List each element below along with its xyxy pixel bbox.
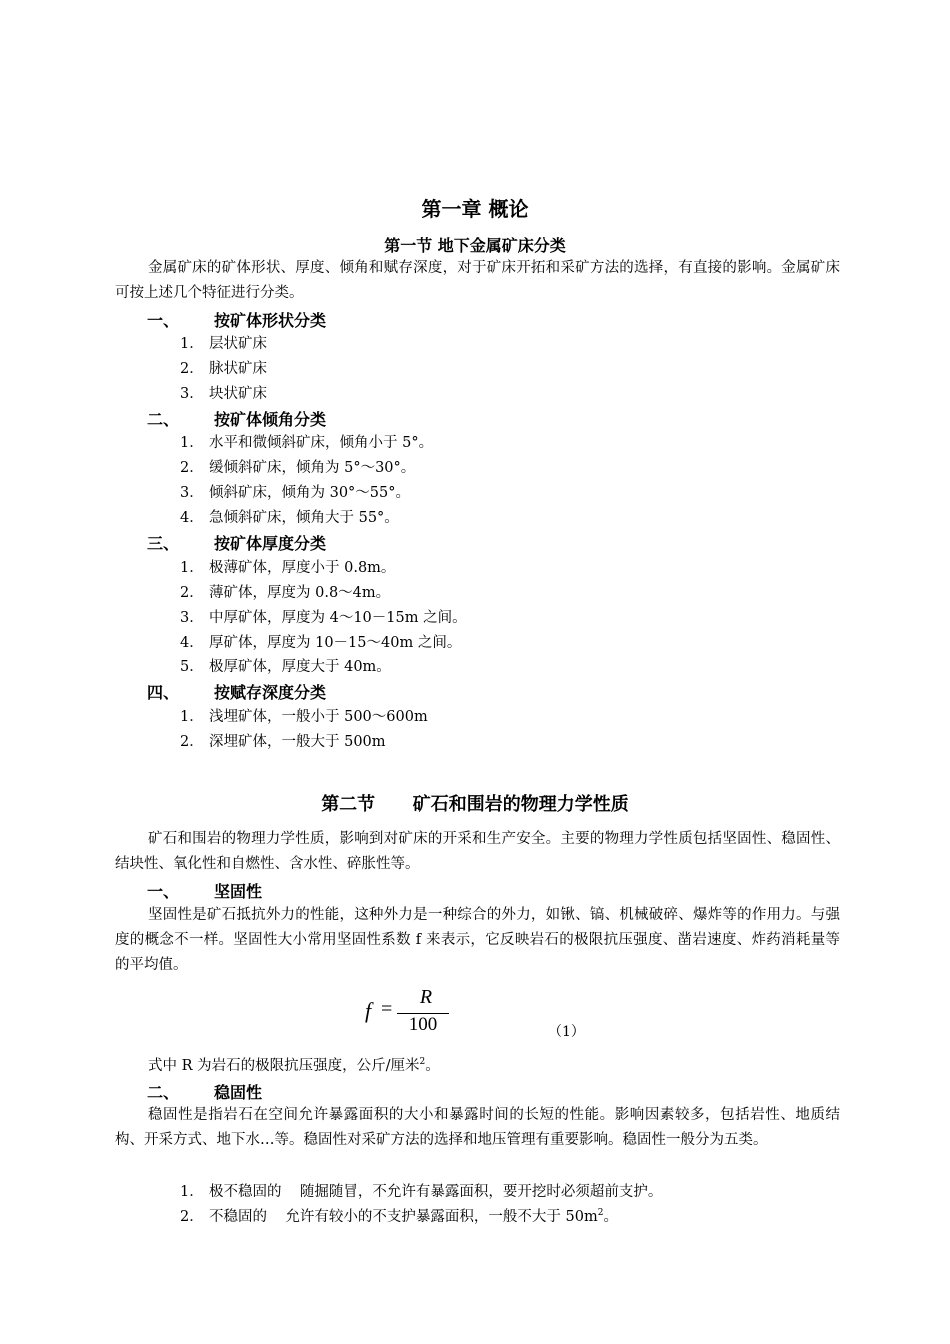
list-item-number: 2． xyxy=(180,585,204,601)
list-item-number: 4． xyxy=(180,510,204,526)
part-2-text: 稳固性是指岩石在空间允许暴露面积的大小和暴露时间的长短的性能。影响因素较多，包括岩性、地质结构、开采方式、地下水…等。稳固性对采矿方法的选择和地压管理有重要影响。稳固性一般分为五类。 xyxy=(115,1107,840,1148)
list-item xyxy=(180,556,395,577)
section-2-intro: 矿石和围岩的物理力学性质，影响到对矿床的开采和生产安全。主要的物理力学性质包括坚固性、稳固性、结块性、氧化性和自燃性、含水性、碎胀性等。 xyxy=(115,831,840,872)
group-4-number: 四、 xyxy=(147,683,180,702)
list-item-number: 3． xyxy=(180,485,204,501)
list-item-number: 2． xyxy=(180,1209,204,1225)
group-4-title: 按赋存深度分类 xyxy=(214,683,327,702)
list-item-number: 3． xyxy=(180,386,204,402)
list-item-number: 1． xyxy=(180,1184,204,1200)
group-2-title: 按矿体倾角分类 xyxy=(214,410,327,429)
list-item-text: 浅埋矿体，一般小于 500～600m xyxy=(209,709,428,725)
list-item-text: 极厚矿体，厚度大于 40m。 xyxy=(209,659,391,675)
list-item-text: 层状矿床 xyxy=(209,336,267,352)
superscript: 2 xyxy=(597,1208,604,1219)
part-2-number: 二、 xyxy=(147,1083,180,1102)
list-item-number: 2． xyxy=(180,734,204,750)
list-item-end: 。 xyxy=(603,1209,618,1225)
formula-lhs: f xyxy=(365,998,372,1023)
section-2-title-text: 第二节 矿石和围岩的物理力学性质 xyxy=(321,794,629,815)
list-item-number: 1． xyxy=(180,560,204,576)
formula-numerator: R xyxy=(419,986,433,1008)
group-3-heading xyxy=(147,531,326,554)
list-item-number: 1． xyxy=(180,336,204,352)
formula-note-text: 式中 R 为岩石的极限抗压强度，公斤/厘米 xyxy=(148,1058,420,1074)
formula-equals: = xyxy=(381,998,393,1020)
list-item-text: 中厚矿体，厚度为 4～10－15m 之间。 xyxy=(209,610,467,626)
list-item-text: 极薄矿体，厚度小于 0.8m。 xyxy=(209,560,396,576)
superscript: 2 xyxy=(419,1057,426,1068)
list-item-number: 2． xyxy=(180,460,204,476)
list-item xyxy=(180,332,267,353)
list-item xyxy=(180,705,428,726)
group-4-heading xyxy=(147,680,326,703)
list-item-number: 5． xyxy=(180,659,204,675)
group-3-number: 三、 xyxy=(147,534,180,553)
list-item-text: 缓倾斜矿床，倾角为 5°～30°。 xyxy=(209,460,416,476)
list-item xyxy=(180,431,433,452)
part-1-number: 一、 xyxy=(147,882,180,901)
list-item-text: 块状矿床 xyxy=(209,386,267,402)
chapter-title: 第一章 概论 xyxy=(421,197,529,221)
list-item xyxy=(180,481,410,502)
list-item xyxy=(180,606,467,627)
list-item-number: 4． xyxy=(180,635,204,651)
group-1-number: 一、 xyxy=(147,311,180,330)
part-2-title: 稳固性 xyxy=(214,1083,263,1102)
group-1-heading xyxy=(147,308,326,331)
list-item xyxy=(180,382,267,403)
list-item-text: 厚矿体，厚度为 10－15～40m 之间。 xyxy=(209,635,462,651)
list-item-number: 3． xyxy=(180,610,204,626)
formula-note xyxy=(115,1054,840,1079)
part-1-text: 坚固性是矿石抵抗外力的性能，这种外力是一种综合的外力，如锹、镐、机械破碎、爆炸等的作用力。与强度的概念不一样。坚固性大小常用坚固性系数 f 来表示，它反映岩石的极限抗压强度、凿岩速度、炸药消耗量等的平均值。 xyxy=(115,907,840,973)
list-item xyxy=(180,631,461,652)
list-item xyxy=(180,456,415,477)
section-1-intro: 金属矿床的矿体形状、厚度、倾角和赋存深度，对于矿床开拓和采矿方法的选择，有直接的影响。金属矿床可按上述几个特征进行分类。 xyxy=(115,260,840,301)
list-item-text: 薄矿体，厚度为 0.8～4m。 xyxy=(209,585,391,601)
list-item-number: 1． xyxy=(180,709,204,725)
list-item xyxy=(180,506,399,527)
list-item-text: 急倾斜矿床，倾角大于 55°。 xyxy=(209,510,399,526)
list-item xyxy=(180,357,267,378)
list-item xyxy=(180,1180,662,1201)
group-2-heading xyxy=(147,407,326,430)
list-item xyxy=(180,581,390,602)
list-item-text: 倾斜矿床，倾角为 30°～55°。 xyxy=(209,485,411,501)
part-1-title: 坚固性 xyxy=(214,882,263,901)
list-item-text: 脉状矿床 xyxy=(209,361,267,377)
formula-denominator: 100 xyxy=(408,1014,438,1035)
list-item-text: 深埋矿体，一般大于 500m xyxy=(209,734,386,750)
list-item xyxy=(180,1205,618,1226)
group-1-title: 按矿体形状分类 xyxy=(214,311,327,330)
list-item-text: 水平和微倾斜矿床，倾角小于 5°。 xyxy=(209,435,434,451)
list-item-text: 不稳固的 允许有较小的不支护暴露面积，一般不大于 50m xyxy=(209,1209,598,1225)
part-2-heading xyxy=(147,1080,262,1103)
list-item-number: 2． xyxy=(180,361,204,377)
list-item xyxy=(180,730,386,751)
list-item-number: 1． xyxy=(180,435,204,451)
group-2-number: 二、 xyxy=(147,410,180,429)
formula-note-end: 。 xyxy=(425,1058,440,1074)
section-2-title xyxy=(0,790,950,816)
part-1-heading xyxy=(147,879,262,902)
group-3-title: 按矿体厚度分类 xyxy=(214,534,327,553)
list-item-text: 极不稳固的 随掘随冒，不允许有暴露面积，要开挖时必须超前支护。 xyxy=(209,1184,663,1200)
equation-number: （1） xyxy=(548,1024,585,1040)
list-item xyxy=(180,655,391,676)
section-1-title: 第一节 地下金属矿床分类 xyxy=(384,236,566,255)
